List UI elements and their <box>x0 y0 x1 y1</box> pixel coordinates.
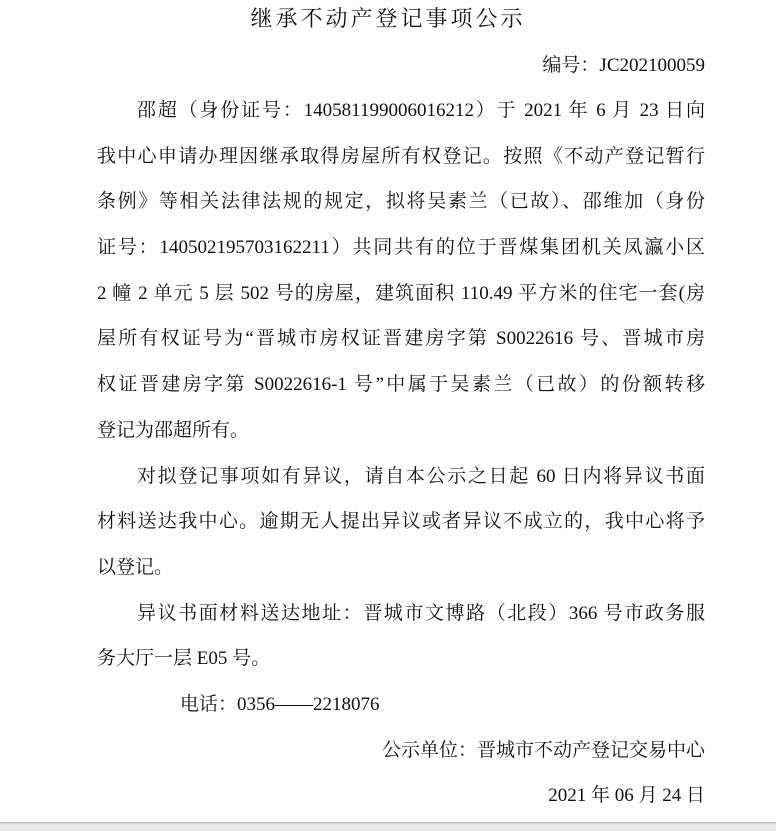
paragraph-line: 2 幢 2 单元 5 层 502 号的房屋，建筑面积 110.49 平方米的住宅一套(房 <box>97 282 705 304</box>
paragraph-address <box>97 591 705 682</box>
paragraph-line: 材料送达我中心。逾期无人提出异议或者异议不成立的，我中心将予 <box>97 511 705 533</box>
paragraph-line: 屋所有权证号为“晋城市房权证晋建房字第 S0022616 号、晋城市房 <box>97 328 705 350</box>
document-number-label: 编号： <box>542 55 600 76</box>
document-title: 继承不动产登记事项公示 <box>250 6 526 31</box>
issuing-unit-value: 晋城市不动产登记交易中心 <box>476 739 705 761</box>
contact-phone-label: 电话： <box>180 693 238 715</box>
paragraph-line: 登记为邵超所有。 <box>97 419 250 441</box>
paragraph-objection <box>97 454 705 591</box>
document-body <box>97 88 705 819</box>
paragraph-line: 权证晋建房字第 S0022616-1 号”中属于吴素兰（已故）的份额转移 <box>97 374 705 396</box>
paragraph-line: 对拟登记事项如有异议，请自本公示之日起 60 日内将异议书面 <box>137 465 705 487</box>
paragraph-line: 条例》等相关法律法规的规定，拟将吴素兰（已故）、邵维加（身份 <box>97 191 705 213</box>
issue-date: 2021 年 06 月 24 日 <box>548 785 705 807</box>
issuing-unit <box>97 728 705 774</box>
contact-phone-value: 0356——2218076 <box>237 693 380 715</box>
contact-phone <box>97 682 705 728</box>
paragraph-line: 邵超（身份证号：140581199006016212）于 2021 年 6 月 23 日向 <box>137 100 705 121</box>
paragraph-line: 以登记。 <box>97 556 174 578</box>
paragraph-line: 异议书面材料送达地址：晋城市文博路（北段）366 号市政务服 <box>137 602 705 624</box>
document-number <box>97 44 705 88</box>
paragraph-line: 我中心申请办理因继承取得房屋所有权登记。按照《不动产登记暂行 <box>97 145 705 167</box>
document-number-value: JC202100059 <box>599 55 705 76</box>
paragraph-line: 务大厅一层 E05 号。 <box>97 648 271 670</box>
bottom-gray-strip <box>0 822 776 831</box>
paragraph-application <box>97 88 705 454</box>
issuing-unit-label: 公示单位： <box>381 739 477 761</box>
paragraph-line: 证号：140502195703162211）共同共有的位于晋煤集团机关凤瀛小区 <box>97 237 705 259</box>
